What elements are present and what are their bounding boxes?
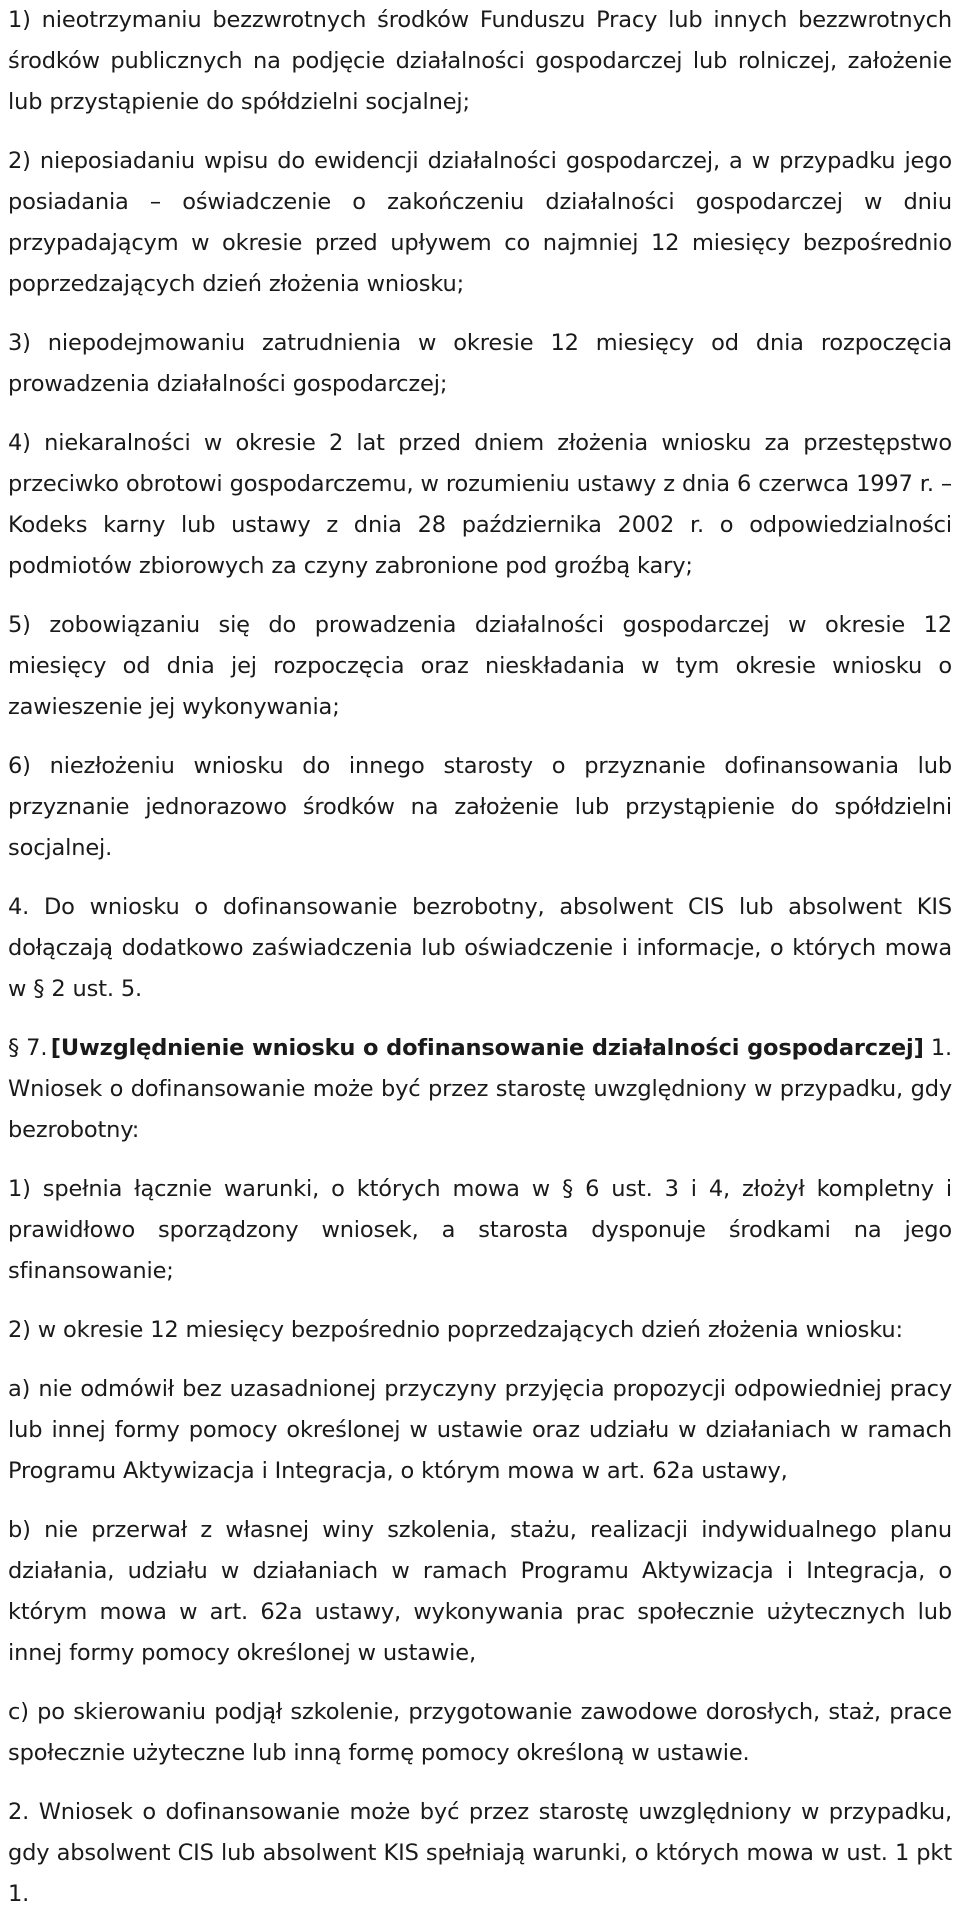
paragraph-item-4: 4) niekaralności w okresie 2 lat przed dniem złożenia wniosku za przestępstwo przeciwko obrotowi gospodarczemu, w rozumieniu ustawy z dnia 6 czerwca 1997 r. – Kodeks karny lub ustawy z dnia 28 października 2002 r. o odpowiedzialności podmiotów zbiorowych za czyny zabronione pod groźbą kary; bbox=[8, 430, 952, 579]
paragraph-point-c: c) po skierowaniu podjął szkolenie, przygotowanie zawodowe dorosłych, staż, prace społecznie użyteczne lub inną formę pomocy określoną w ustawie. bbox=[8, 1699, 952, 1766]
paragraph-item-1: 1) nieotrzymaniu bezzwrotnych środków Funduszu Pracy lub innych bezzwrotnych środków publicznych na podjęcie działalności gospodarczej lub rolniczej, założenie lub przystąpienie do spółdzielni socjalnej; bbox=[8, 7, 952, 115]
paragraph-point-2: 2) w okresie 12 miesięcy bezpośrednio poprzedzających dzień złożenia wniosku: bbox=[8, 1317, 903, 1343]
section-7-text: 1. Wniosek o dofinansowanie może być przez starostę uwzględniony w przypadku, gdy bezrobotny: bbox=[8, 1035, 952, 1143]
paragraph-point-b: b) nie przerwał z własnej winy szkolenia, stażu, realizacji indywidualnego planu działania, udziału w działaniach w ramach Programu Aktywizacja i Integracja, o którym mowa w art. 62a ustawy, wykonywania prac społecznie użytecznych lub innej formy pomocy określonej w ustawie, bbox=[8, 1517, 952, 1666]
paragraph-section-2: 2. Wniosek o dofinansowanie może być przez starostę uwzględniony w przypadku, gdy absolwent CIS lub absolwent KIS spełniają warunki, o których mowa w ust. 1 pkt 1. bbox=[8, 1799, 952, 1907]
paragraph-point-1: 1) spełnia łącznie warunki, o których mowa w § 6 ust. 3 i 4, złożył kompletny i prawidłowo sporządzony wniosek, a starosta dysponuje środkami na jego sfinansowanie; bbox=[8, 1176, 952, 1284]
paragraph-item-6: 6) niezłożeniu wniosku do innego starosty o przyznanie dofinansowania lub przyznanie jednorazowo środków na założenie lub przystąpienie do spółdzielni socjalnej. bbox=[8, 753, 952, 861]
section-7-heading: [Uwzględnienie wniosku o dofinansowanie działalności gospodarczej] bbox=[50, 1035, 924, 1061]
paragraph-point-a: a) nie odmówił bez uzasadnionej przyczyny przyjęcia propozycji odpowiedniej pracy lub innej formy pomocy określonej w ustawie oraz udziału w działaniach w ramach Programu Aktywizacja i Integracja, o którym mowa w art. 62a ustawy, bbox=[8, 1376, 952, 1484]
section-7-number: § 7. bbox=[8, 1035, 48, 1061]
paragraph-item-5: 5) zobowiązaniu się do prowadzenia działalności gospodarczej w okresie 12 miesięcy od dnia jej rozpoczęcia oraz nieskładania w tym okresie wniosku o zawieszenie jej wykonywania; bbox=[8, 612, 952, 720]
paragraph-item-3: 3) niepodejmowaniu zatrudnienia w okresie 12 miesięcy od dnia rozpoczęcia prowadzenia działalności gospodarczej; bbox=[8, 330, 952, 397]
paragraph-section-4: 4. Do wniosku o dofinansowanie bezrobotny, absolwent CIS lub absolwent KIS dołączają dodatkowo zaświadczenia lub oświadczenie i informacje, o których mowa w § 2 ust. 5. bbox=[8, 894, 952, 1002]
section-7-paragraph bbox=[8, 1028, 952, 1151]
paragraph-item-2: 2) nieposiadaniu wpisu do ewidencji działalności gospodarczej, a w przypadku jego posiadania – oświadczenie o zakończeniu działalności gospodarczej w dniu przypadającym w okresie przed upływem co najmniej 12 miesięcy bezpośrednio poprzedzających dzień złożenia wniosku; bbox=[8, 148, 952, 297]
